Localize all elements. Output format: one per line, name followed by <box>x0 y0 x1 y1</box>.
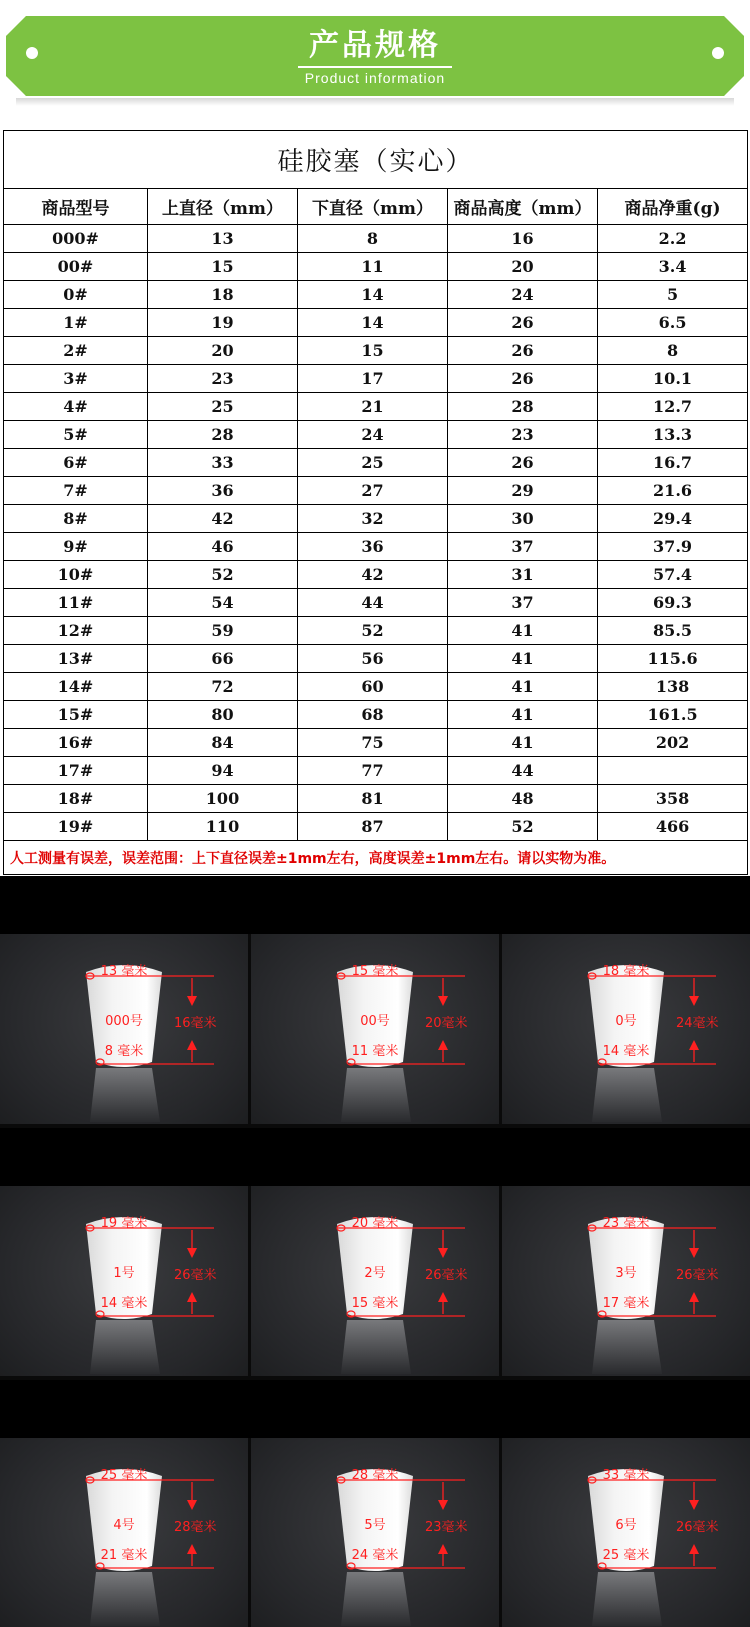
table-cell: 37 <box>448 589 598 617</box>
gallery-band <box>0 876 750 934</box>
table-cell: 60 <box>298 673 448 701</box>
top-diameter-label: 13 毫米 <box>100 964 148 979</box>
table-row <box>4 813 748 841</box>
model-label: 0号 <box>615 1014 637 1029</box>
table-cell: 10.1 <box>598 365 748 393</box>
table-row <box>4 785 748 813</box>
table-cell: 466 <box>598 813 748 841</box>
table-cell: 358 <box>598 785 748 813</box>
table-cell: 161.5 <box>598 701 748 729</box>
table-cell: 11 <box>298 253 448 281</box>
spec-table <box>3 130 748 875</box>
column-header: 商品高度（mm） <box>448 189 598 225</box>
table-cell: 75 <box>298 729 448 757</box>
bottom-diameter-label: 8 毫米 <box>104 1044 144 1059</box>
table-cell: 28 <box>448 393 598 421</box>
stopper-photo-panel <box>251 934 499 1124</box>
table-row <box>4 281 748 309</box>
table-cell: 16.7 <box>598 449 748 477</box>
table-row <box>4 337 748 365</box>
table-cell: 8# <box>4 505 148 533</box>
table-cell: 20 <box>148 337 298 365</box>
bottom-diameter-label: 21 毫米 <box>100 1548 148 1563</box>
table-cell: 5# <box>4 421 148 449</box>
bottom-diameter-label: 24 毫米 <box>351 1548 399 1563</box>
table-cell: 7# <box>4 477 148 505</box>
table-cell: 5 <box>598 281 748 309</box>
table-cell: 42 <box>298 561 448 589</box>
table-cell: 44 <box>298 589 448 617</box>
height-label: 28毫米 <box>174 1520 217 1535</box>
stopper-photo-panel <box>502 1186 750 1376</box>
height-label: 26毫米 <box>174 1268 217 1283</box>
table-cell: 6.5 <box>598 309 748 337</box>
table-cell: 9# <box>4 533 148 561</box>
table-header-row <box>4 189 748 225</box>
table-cell: 33 <box>148 449 298 477</box>
gallery-band <box>0 1128 750 1186</box>
note-row <box>4 841 748 875</box>
top-diameter-label: 18 毫米 <box>602 964 650 979</box>
table-cell: 42 <box>148 505 298 533</box>
column-header: 商品净重(g) <box>598 189 748 225</box>
table-cell: 19 <box>148 309 298 337</box>
table-cell: 12# <box>4 617 148 645</box>
table-cell: 14 <box>298 309 448 337</box>
model-label: 2号 <box>364 1266 386 1281</box>
table-cell: 18 <box>148 281 298 309</box>
table-row <box>4 365 748 393</box>
product-photo-gallery <box>0 876 750 1627</box>
table-cell: 26 <box>448 337 598 365</box>
table-row <box>4 589 748 617</box>
table-cell: 72 <box>148 673 298 701</box>
table-cell: 202 <box>598 729 748 757</box>
table-cell: 14# <box>4 673 148 701</box>
table-cell: 1# <box>4 309 148 337</box>
table-cell: 11# <box>4 589 148 617</box>
table-cell: 19# <box>4 813 148 841</box>
table-cell: 110 <box>148 813 298 841</box>
column-header: 下直径（mm） <box>298 189 448 225</box>
table-cell: 48 <box>448 785 598 813</box>
table-cell: 14 <box>298 281 448 309</box>
table-cell: 115.6 <box>598 645 748 673</box>
table-cell: 000# <box>4 225 148 253</box>
table-cell: 8 <box>298 225 448 253</box>
stopper-photo-panel <box>502 934 750 1124</box>
bottom-diameter-label: 25 毫米 <box>602 1548 650 1563</box>
height-label: 26毫米 <box>676 1268 719 1283</box>
table-cell: 10# <box>4 561 148 589</box>
table-cell: 30 <box>448 505 598 533</box>
table-cell: 15# <box>4 701 148 729</box>
table-row <box>4 617 748 645</box>
model-label: 4号 <box>113 1518 135 1533</box>
table-row <box>4 757 748 785</box>
table-row <box>4 673 748 701</box>
table-cell: 12.7 <box>598 393 748 421</box>
table-cell: 56 <box>298 645 448 673</box>
height-label: 16毫米 <box>174 1016 217 1031</box>
table-cell: 37.9 <box>598 533 748 561</box>
top-diameter-label: 15 毫米 <box>351 964 399 979</box>
table-cell: 3.4 <box>598 253 748 281</box>
tolerance-note: 人工测量有误差，误差范围：上下直径误差±1mm左右，高度误差±1mm左右。请以实物为准。 <box>4 841 748 875</box>
banner-subtitle: Product information <box>304 70 446 86</box>
table-cell: 31 <box>448 561 598 589</box>
table-row <box>4 533 748 561</box>
table-cell: 69.3 <box>598 589 748 617</box>
table-cell: 8 <box>598 337 748 365</box>
table-cell: 87 <box>298 813 448 841</box>
stopper-photo-panel <box>0 934 248 1124</box>
table-cell: 0# <box>4 281 148 309</box>
table-cell: 100 <box>148 785 298 813</box>
table-cell: 25 <box>148 393 298 421</box>
table-cell: 18# <box>4 785 148 813</box>
table-row <box>4 701 748 729</box>
stopper-photo-panel <box>502 1438 750 1627</box>
top-diameter-label: 33 毫米 <box>602 1468 650 1483</box>
model-label: 000号 <box>105 1014 143 1029</box>
table-cell: 85.5 <box>598 617 748 645</box>
table-cell: 3# <box>4 365 148 393</box>
table-cell <box>598 757 748 785</box>
table-cell: 27 <box>298 477 448 505</box>
height-label: 20毫米 <box>425 1016 468 1031</box>
stopper-photo-panel <box>251 1438 499 1627</box>
table-cell: 16 <box>448 225 598 253</box>
table-cell: 13.3 <box>598 421 748 449</box>
top-diameter-label: 28 毫米 <box>351 1468 399 1483</box>
top-diameter-label: 19 毫米 <box>100 1216 148 1231</box>
bottom-diameter-label: 15 毫米 <box>351 1296 399 1311</box>
table-cell: 2.2 <box>598 225 748 253</box>
height-label: 23毫米 <box>425 1520 468 1535</box>
table-cell: 37 <box>448 533 598 561</box>
top-diameter-label: 25 毫米 <box>100 1468 148 1483</box>
stopper-photo-panel <box>0 1438 248 1627</box>
table-cell: 29.4 <box>598 505 748 533</box>
table-cell: 23 <box>448 421 598 449</box>
height-label: 26毫米 <box>425 1268 468 1283</box>
top-diameter-label: 20 毫米 <box>351 1216 399 1231</box>
table-cell: 21.6 <box>598 477 748 505</box>
table-row <box>4 393 748 421</box>
table-cell: 6# <box>4 449 148 477</box>
table-cell: 94 <box>148 757 298 785</box>
table-cell: 23 <box>148 365 298 393</box>
stopper-photo-panel <box>251 1186 499 1376</box>
table-cell: 84 <box>148 729 298 757</box>
bottom-diameter-label: 14 毫米 <box>602 1044 650 1059</box>
table-cell: 4# <box>4 393 148 421</box>
table-cell: 24 <box>448 281 598 309</box>
table-row <box>4 729 748 757</box>
table-cell: 32 <box>298 505 448 533</box>
height-label: 24毫米 <box>676 1016 719 1031</box>
table-cell: 52 <box>148 561 298 589</box>
model-label: 00号 <box>360 1014 390 1029</box>
table-cell: 138 <box>598 673 748 701</box>
table-title: 硅胶塞（实心） <box>4 131 748 189</box>
table-cell: 36 <box>148 477 298 505</box>
table-cell: 41 <box>448 729 598 757</box>
table-cell: 15 <box>298 337 448 365</box>
table-row <box>4 253 748 281</box>
column-header: 上直径（mm） <box>148 189 298 225</box>
table-cell: 80 <box>148 701 298 729</box>
table-cell: 13# <box>4 645 148 673</box>
table-cell: 17 <box>298 365 448 393</box>
table-row <box>4 561 748 589</box>
table-cell: 25 <box>298 449 448 477</box>
table-row <box>4 477 748 505</box>
table-cell: 24 <box>298 421 448 449</box>
table-cell: 77 <box>298 757 448 785</box>
table-cell: 16# <box>4 729 148 757</box>
table-cell: 46 <box>148 533 298 561</box>
banner-shadow <box>16 98 734 106</box>
table-cell: 81 <box>298 785 448 813</box>
table-cell: 52 <box>448 813 598 841</box>
table-row <box>4 449 748 477</box>
model-label: 5号 <box>364 1518 386 1533</box>
gallery-band <box>0 1380 750 1438</box>
table-cell: 66 <box>148 645 298 673</box>
stopper-photo-panel <box>0 1186 248 1376</box>
height-label: 26毫米 <box>676 1520 719 1535</box>
table-row <box>4 225 748 253</box>
table-cell: 41 <box>448 701 598 729</box>
table-cell: 28 <box>148 421 298 449</box>
table-cell: 57.4 <box>598 561 748 589</box>
table-row <box>4 505 748 533</box>
table-cell: 21 <box>298 393 448 421</box>
table-cell: 17# <box>4 757 148 785</box>
table-cell: 41 <box>448 673 598 701</box>
model-label: 3号 <box>615 1266 637 1281</box>
model-label: 1号 <box>113 1266 135 1281</box>
table-cell: 44 <box>448 757 598 785</box>
table-cell: 13 <box>148 225 298 253</box>
column-header: 商品型号 <box>4 189 148 225</box>
table-cell: 41 <box>448 645 598 673</box>
banner-title: 产品规格 <box>309 28 441 63</box>
bottom-diameter-label: 11 毫米 <box>351 1044 399 1059</box>
model-label: 6号 <box>615 1518 637 1533</box>
table-row <box>4 421 748 449</box>
table-cell: 41 <box>448 617 598 645</box>
table-cell: 20 <box>448 253 598 281</box>
table-cell: 26 <box>448 309 598 337</box>
bottom-diameter-label: 17 毫米 <box>602 1296 650 1311</box>
table-cell: 59 <box>148 617 298 645</box>
table-cell: 26 <box>448 365 598 393</box>
table-cell: 2# <box>4 337 148 365</box>
table-cell: 68 <box>298 701 448 729</box>
table-cell: 29 <box>448 477 598 505</box>
table-row <box>4 309 748 337</box>
table-cell: 52 <box>298 617 448 645</box>
table-cell: 54 <box>148 589 298 617</box>
banner-divider <box>298 66 452 68</box>
table-cell: 00# <box>4 253 148 281</box>
top-diameter-label: 23 毫米 <box>602 1216 650 1231</box>
table-row <box>4 645 748 673</box>
table-cell: 15 <box>148 253 298 281</box>
bottom-diameter-label: 14 毫米 <box>100 1296 148 1311</box>
table-cell: 26 <box>448 449 598 477</box>
table-cell: 36 <box>298 533 448 561</box>
